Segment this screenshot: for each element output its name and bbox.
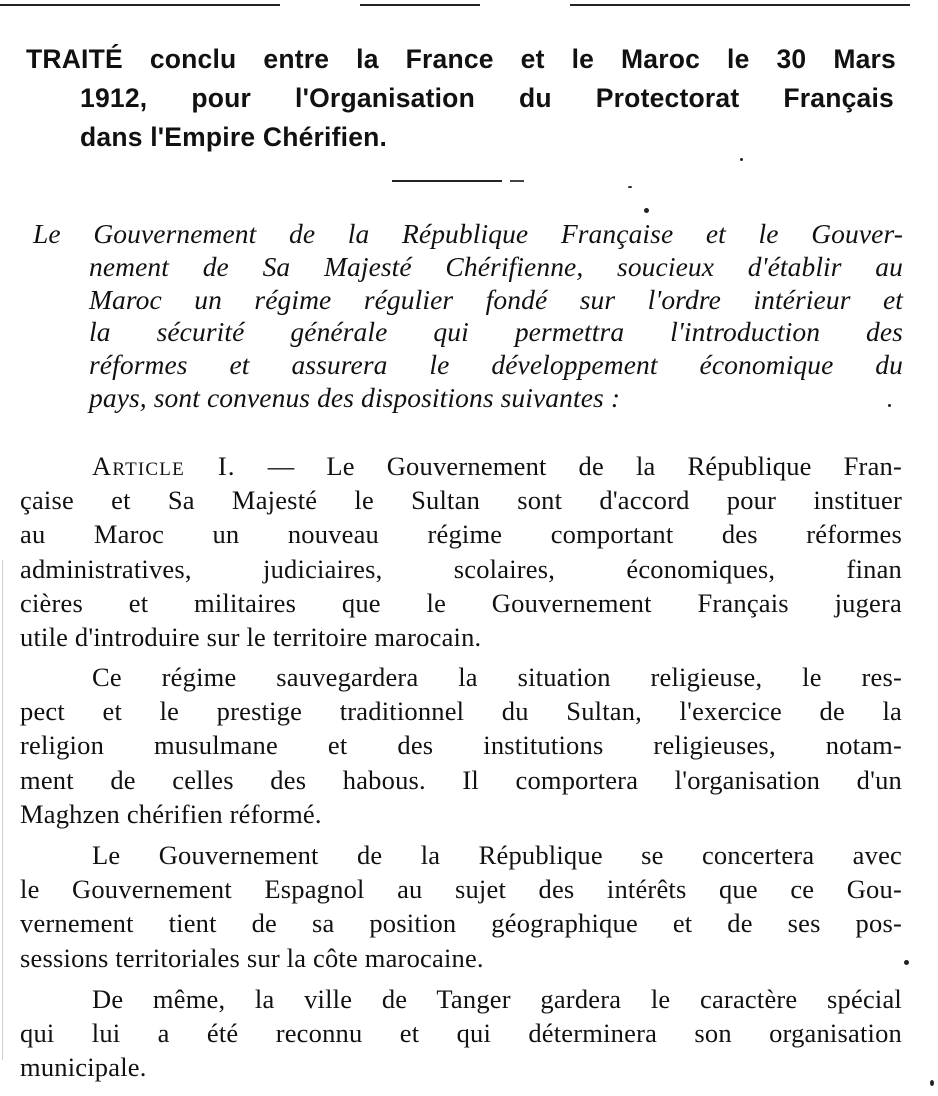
paragraph-tangier (20, 982, 902, 1085)
paragraph-line: vernement tient de sa position géographique et de ses pos- (20, 908, 902, 939)
scan-speck (930, 1080, 934, 1086)
article-1-line (20, 449, 902, 483)
article-1-line: au Maroc un nouveau régime comportant des réformes (20, 519, 902, 550)
scan-speck (628, 186, 632, 188)
preamble (33, 218, 903, 415)
article-1-line: administratives, judiciaires, scolaires, économiques, finan (20, 553, 902, 584)
title-line: TRAITÉ conclu entre la France et le Maroc le 30 Mars (26, 44, 896, 74)
paragraph-religion (20, 660, 902, 831)
article-1-line: cières et militaires que le Gouvernement Français jugera (20, 587, 902, 618)
paragraph-line: Maghzen chérifien réformé. (20, 798, 322, 829)
article-1-text: — Le Gouvernement de la République Fran- (267, 451, 902, 481)
treaty-title (26, 40, 906, 157)
paragraph-line: Le Gouvernement de la République se concertera avec (92, 840, 902, 870)
title-separator-rule (510, 180, 524, 182)
paragraph-line: ment de celles des habous. Il comportera l'organisation d'un (20, 764, 902, 795)
paragraph-line: qui lui a été reconnu et qui déterminera son organisation (20, 1018, 902, 1049)
scan-speck (904, 960, 909, 965)
paragraph-spain (20, 838, 902, 975)
article-1 (20, 449, 902, 654)
paragraph-line: Ce régime sauvegardera la situation religieuse, le res- (92, 662, 902, 692)
article-1-line: utile d'introduire sur le territoire marocain. (20, 622, 482, 653)
paragraph-line: pect et le prestige traditionnel du Sultan, l'exercice de la (20, 696, 902, 727)
preamble-line: nement de Sa Majesté Chérifienne, soucieux d'établir au (89, 250, 903, 282)
paragraph-line: De même, la ville de Tanger gardera le caractère spécial (92, 984, 902, 1014)
preamble-line: Maroc un régime régulier fondé sur l'ordre intérieur et (89, 283, 903, 315)
scan-speck (740, 158, 743, 161)
scan-speck (644, 208, 649, 213)
paragraph-line: le Gouvernement Espagnol au sujet des intérêts que ce Gou- (20, 874, 902, 905)
preamble-line: réformes et assurera le développement économique du (89, 349, 903, 381)
preamble-line: pays, sont convenus des dispositions suivantes : (89, 381, 621, 413)
preamble-line: Le Gouvernement de la République Française et le Gouver- (33, 218, 903, 249)
paragraph-line: religion musulmane et des institutions religieuses, notam- (20, 730, 902, 761)
paragraph-line: municipale. (20, 1052, 147, 1083)
top-rule (0, 0, 938, 9)
title-separator-rule (392, 180, 502, 182)
article-heading: Article I. (92, 451, 236, 481)
article-1-line: çaise et Sa Majesté le Sultan sont d'accord pour instituer (20, 485, 902, 516)
scan-edge (2, 560, 3, 1060)
title-line: dans l'Empire Chérifien. (80, 122, 388, 152)
scan-speck (888, 404, 891, 407)
paragraph-line: sessions territoriales sur la côte marocaine. (20, 942, 484, 973)
title-line: 1912, pour l'Organisation du Protectorat Français (80, 83, 894, 113)
preamble-line: la sécurité générale qui permettra l'introduction des (89, 316, 903, 348)
